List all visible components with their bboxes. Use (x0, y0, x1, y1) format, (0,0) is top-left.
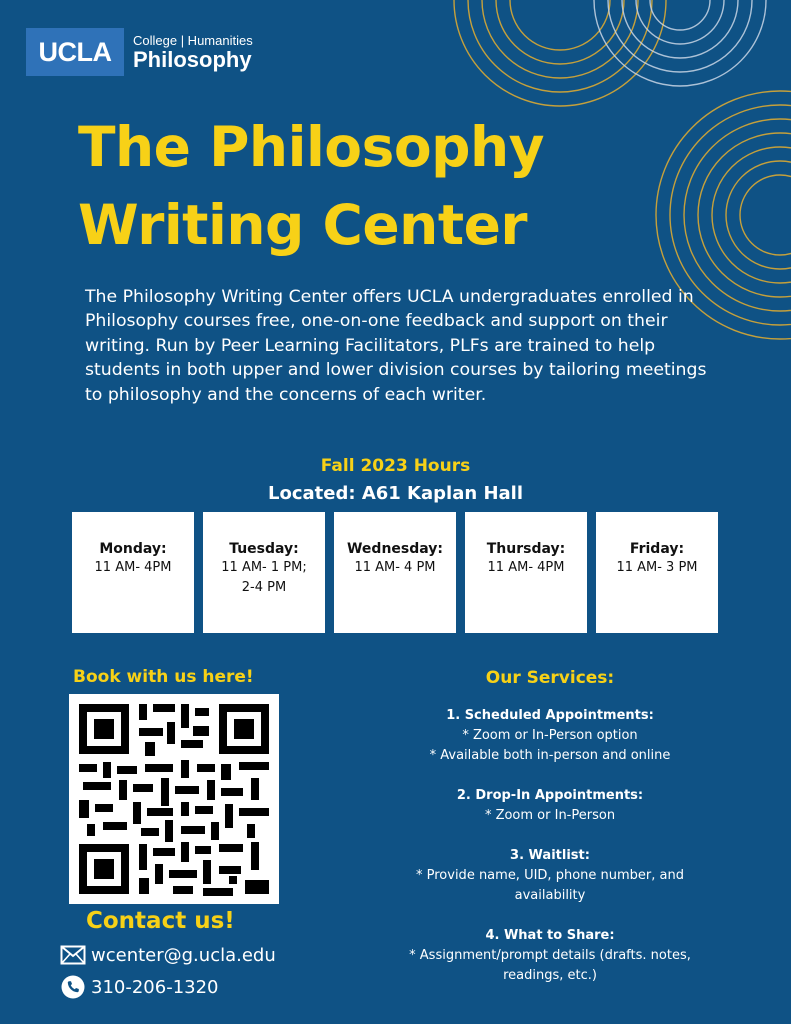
day-card-friday (596, 512, 718, 633)
logo-college-line: College | Humanities (133, 32, 253, 48)
day-hours: 11 AM- 4 PM (354, 560, 436, 575)
day-hours: 11 AM- 1 PM; (221, 560, 307, 575)
day-name: Thursday: (486, 541, 566, 557)
hours-grid (72, 512, 718, 633)
booking-qr-code[interactable] (69, 694, 279, 904)
service-item (395, 846, 705, 906)
email-address[interactable]: wcenter@g.ucla.edu (91, 944, 276, 966)
day-name: Friday: (629, 541, 685, 557)
page-title (78, 108, 544, 264)
day-card-tuesday (203, 512, 325, 633)
day-hours: 11 AM- 4PM (487, 560, 565, 575)
service-detail: * Available both in-person and online (429, 748, 671, 763)
service-detail: * Provide name, UID, phone number, and (416, 868, 684, 883)
hours-heading: Fall 2023 Hours (320, 456, 471, 476)
phone-contact[interactable] (60, 976, 219, 998)
service-title: 2. Drop-In Appointments: (456, 788, 644, 803)
location-label: Located: A61 Kaplan Hall (268, 483, 523, 504)
contact-heading: Contact us! (86, 908, 235, 934)
day-hours: 11 AM- 4PM (94, 560, 172, 575)
phone-icon (60, 976, 86, 998)
day-hours-extra: 2-4 PM (241, 580, 287, 595)
logo-text (133, 33, 253, 72)
day-hours: 11 AM- 3 PM (616, 560, 698, 575)
service-detail: availability (514, 888, 586, 903)
intro-paragraph: The Philosophy Writing Center offers UCLA undergraduates enrolled in Philosophy courses free, one-on-one feedback and support on their writing. Run by Peer Learning Facilitators, PLFs are trained to help students in both upper and lower division courses by tailoring meetings to philosophy and the concerns of each writer. (85, 287, 707, 405)
service-title: 1. Scheduled Appointments: (446, 708, 654, 723)
service-title: 3. Waitlist: (510, 848, 590, 863)
day-name: Tuesday: (229, 541, 299, 557)
service-item (395, 706, 705, 766)
service-title: 4. What to Share: (485, 928, 615, 943)
service-item (395, 786, 705, 826)
day-name: Wednesday: (346, 541, 444, 557)
day-card-monday (72, 512, 194, 633)
day-name: Monday: (99, 541, 167, 557)
service-detail: * Zoom or In-Person option (462, 728, 638, 743)
service-detail: * Zoom or In-Person (484, 808, 616, 823)
phone-number[interactable]: 310-206-1320 (91, 976, 219, 998)
email-contact[interactable] (60, 944, 276, 966)
title-line-1: The Philosophy (78, 115, 544, 179)
booking-label: Book with us here! (73, 667, 254, 687)
day-card-wednesday (334, 512, 456, 633)
service-detail: readings, etc.) (503, 968, 597, 983)
service-item (395, 926, 705, 986)
services-section (395, 668, 705, 1006)
day-card-thursday (465, 512, 587, 633)
logo-department-line: Philosophy (133, 46, 252, 72)
qr-code-icon (69, 694, 279, 904)
services-heading: Our Services: (485, 668, 615, 688)
ucla-wordmark: UCLA (26, 28, 124, 76)
envelope-icon (60, 944, 86, 966)
title-line-2: Writing Center (78, 193, 528, 257)
ucla-philosophy-logo (26, 28, 253, 76)
service-detail: * Assignment/prompt details (drafts. notes, (409, 948, 691, 963)
